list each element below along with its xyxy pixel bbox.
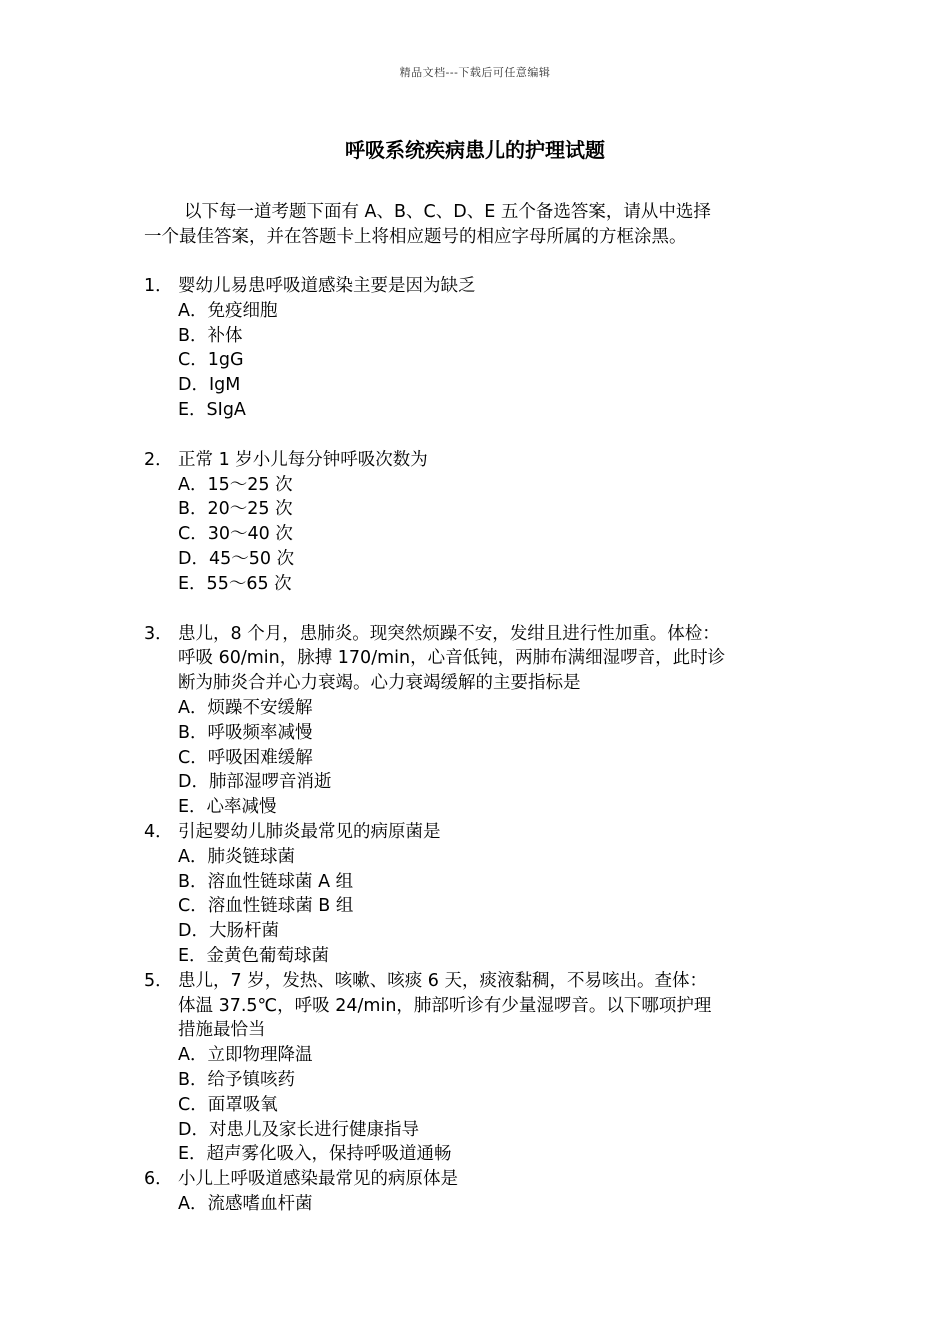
question-5 bbox=[144, 969, 812, 1167]
instructions bbox=[144, 200, 812, 250]
question-number: 6． bbox=[144, 1169, 173, 1190]
answer-option: A．肺炎链球菌 bbox=[178, 846, 295, 867]
answer-option: C．30～40 次 bbox=[178, 524, 293, 545]
question-3 bbox=[144, 622, 812, 820]
answer-option: E．金黄色葡萄球菌 bbox=[178, 945, 330, 966]
answer-option: A．烦躁不安缓解 bbox=[178, 697, 313, 718]
answer-option: A．流感嗜血杆菌 bbox=[178, 1193, 313, 1214]
answer-option: B．给予镇咳药 bbox=[178, 1069, 296, 1090]
question-list bbox=[144, 274, 812, 1217]
answer-option: B．20～25 次 bbox=[178, 499, 293, 520]
answer-option: A．免疫细胞 bbox=[178, 300, 278, 321]
question-number: 2． bbox=[144, 449, 173, 470]
answer-option: E．超声雾化吸入，保持呼吸道通畅 bbox=[178, 1144, 452, 1165]
question-stem bbox=[144, 622, 812, 647]
answer-option: C．溶血性链球菌 B 组 bbox=[178, 896, 354, 917]
question-2 bbox=[144, 448, 812, 597]
answer-option: C．面罩吸氧 bbox=[178, 1094, 278, 1115]
answer-option: B．补体 bbox=[178, 325, 243, 346]
answer-option: A．立即物理降温 bbox=[178, 1045, 313, 1066]
answer-option: B．呼吸频率减慢 bbox=[178, 722, 313, 743]
page-title: 呼吸系统疾病患儿的护理试题 bbox=[345, 138, 605, 162]
answer-option: E．心率减慢 bbox=[178, 797, 277, 818]
question-stem-text: 患儿，8 个月，患肺炎。现突然烦躁不安，发绀且进行性加重。体检： bbox=[178, 623, 720, 644]
answer-option: D．对患儿及家长进行健康指导 bbox=[178, 1119, 419, 1140]
question-stem-text: 婴幼儿易患呼吸道感染主要是因为缺乏 bbox=[178, 276, 476, 296]
question-stem bbox=[144, 274, 812, 299]
question-stem-text: 措施最恰当 bbox=[178, 1020, 266, 1041]
question-6 bbox=[144, 1167, 812, 1217]
header-note: 精品文档---下载后可任意编辑 bbox=[399, 66, 551, 79]
answer-option: D．IgM bbox=[178, 375, 241, 396]
question-number: 3． bbox=[144, 623, 173, 644]
instructions-line: 以下每一道考题下面有 A、B、C、D、E 五个备选答案，请从中选择 bbox=[184, 202, 711, 222]
question-stem-text: 呼吸 60/min，脉搏 170/min，心音低钝，两肺布满细湿啰音，此时诊 bbox=[178, 648, 726, 669]
answer-option: D．肺部湿啰音消逝 bbox=[178, 772, 332, 793]
answer-option: D．大肠杆菌 bbox=[178, 921, 279, 942]
question-stem-text: 患儿，7 岁，发热、咳嗽、咳痰 6 天，痰液黏稠，不易咳出。查体： bbox=[178, 970, 707, 991]
answer-option: C．呼吸困难缓解 bbox=[178, 747, 313, 768]
question-stem-text: 小儿上呼吸道感染最常见的病原体是 bbox=[178, 1169, 458, 1190]
question-stem bbox=[144, 448, 812, 473]
question-4 bbox=[144, 820, 812, 969]
answer-option: E．55～65 次 bbox=[178, 573, 292, 594]
question-stem-text: 正常 1 岁小儿每分钟呼吸次数为 bbox=[178, 449, 428, 470]
answer-option: E．SIgA bbox=[178, 399, 246, 420]
question-stem-text: 引起婴幼儿肺炎最常见的病原菌是 bbox=[178, 821, 441, 842]
question-stem bbox=[144, 969, 812, 994]
question-stem bbox=[144, 1167, 812, 1192]
question-1 bbox=[144, 274, 812, 423]
question-number: 4． bbox=[144, 821, 173, 842]
answer-option: A．15～25 次 bbox=[178, 474, 293, 495]
question-number: 5． bbox=[144, 970, 173, 991]
instructions-line: 一个最佳答案，并在答题卡上将相应题号的相应字母所属的方框涂黑。 bbox=[144, 227, 687, 247]
question-number: 1． bbox=[144, 276, 173, 296]
answer-option: D．45～50 次 bbox=[178, 548, 295, 569]
question-stem-text: 体温 37.5℃，呼吸 24/min，肺部听诊有少量湿啰音。以下哪项护理 bbox=[178, 995, 712, 1016]
answer-option: B．溶血性链球菌 A 组 bbox=[178, 871, 354, 892]
question-stem bbox=[144, 820, 812, 845]
answer-option: C．1gG bbox=[178, 350, 244, 371]
question-stem-text: 断为肺炎合并心力衰竭。心力衰竭缓解的主要指标是 bbox=[178, 673, 581, 694]
